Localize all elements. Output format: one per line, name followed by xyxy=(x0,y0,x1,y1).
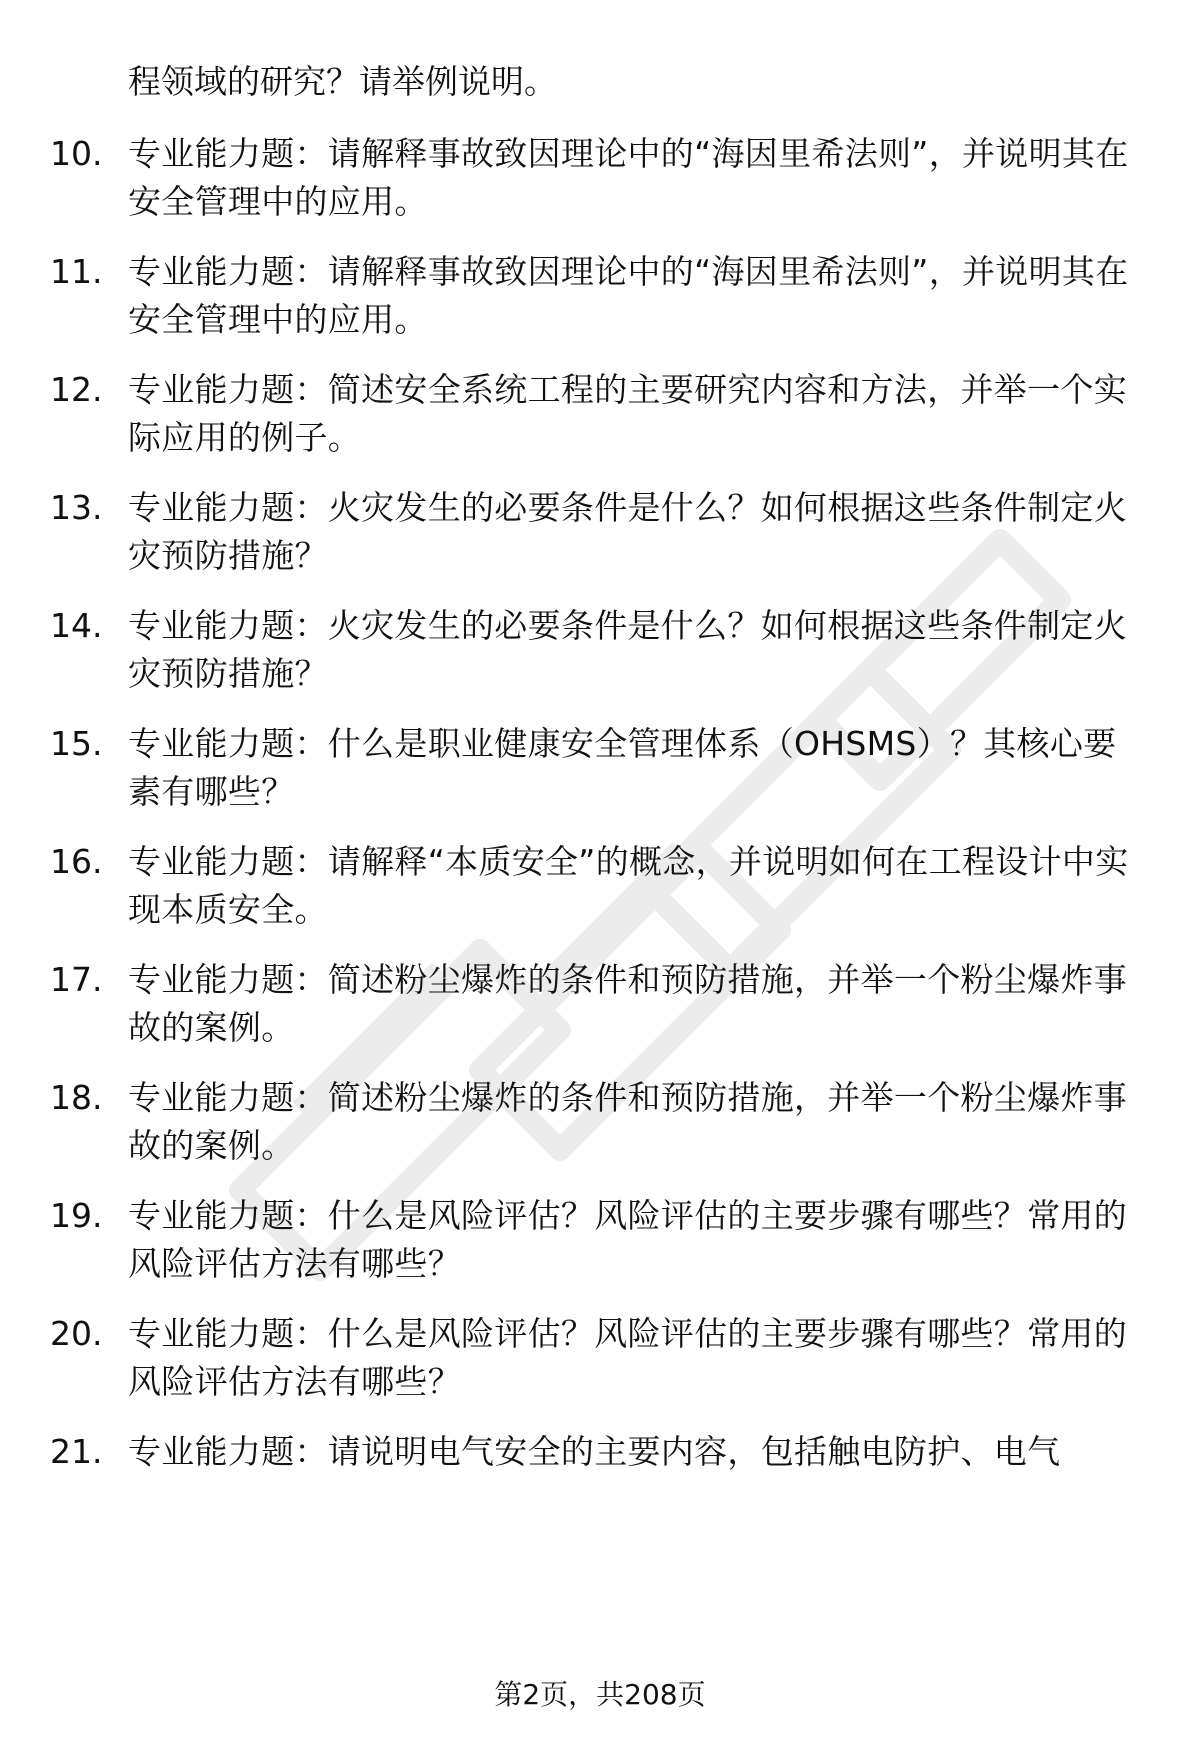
question-number: 18. xyxy=(50,1078,103,1117)
continuation-text: 程领域的研究？请举例说明。 xyxy=(128,62,557,101)
question-number: 21. xyxy=(50,1432,103,1471)
question-text: 专业能力题：简述安全系统工程的主要研究内容和方法，并举一个实际应用的例子。 xyxy=(128,370,1127,457)
question-text: 专业能力题：什么是职业健康安全管理体系（OHSMS）？其核心要素有哪些？ xyxy=(128,724,1117,811)
question-number: 13. xyxy=(50,488,103,527)
question-text: 专业能力题：简述粉尘爆炸的条件和预防措施，并举一个粉尘爆炸事故的案例。 xyxy=(128,960,1127,1047)
question-text: 专业能力题：火灾发生的必要条件是什么？如何根据这些条件制定火灾预防措施？ xyxy=(128,488,1127,575)
question-number: 15. xyxy=(50,724,103,763)
question-number: 20. xyxy=(50,1314,103,1353)
question-text: 专业能力题：请解释“本质安全”的概念，并说明如何在工程设计中实现本质安全。 xyxy=(128,842,1129,929)
question-number: 16. xyxy=(50,842,103,881)
question-number: 17. xyxy=(50,960,103,999)
question-text: 专业能力题：请说明电气安全的主要内容，包括触电防护、电气 xyxy=(128,1432,1061,1471)
question-number: 11. xyxy=(50,252,103,291)
question-text: 专业能力题：什么是风险评估？风险评估的主要步骤有哪些？常用的风险评估方法有哪些？ xyxy=(128,1196,1127,1283)
question-text: 专业能力题：请解释事故致因理论中的“海因里希法则”，并说明其在安全管理中的应用。 xyxy=(128,252,1129,339)
page-footer: 第2页，共208页 xyxy=(494,1678,706,1711)
question-text: 专业能力题：简述粉尘爆炸的条件和预防措施，并举一个粉尘爆炸事故的案例。 xyxy=(128,1078,1127,1165)
question-text: 专业能力题：请解释事故致因理论中的“海因里希法则”，并说明其在安全管理中的应用。 xyxy=(128,134,1129,221)
question-number: 14. xyxy=(50,606,103,645)
question-text: 专业能力题：什么是风险评估？风险评估的主要步骤有哪些？常用的风险评估方法有哪些？ xyxy=(128,1314,1127,1401)
question-number: 19. xyxy=(50,1196,103,1235)
question-number: 10. xyxy=(50,134,103,173)
question-number: 12. xyxy=(50,370,103,409)
question-text: 专业能力题：火灾发生的必要条件是什么？如何根据这些条件制定火灾预防措施？ xyxy=(128,606,1127,693)
